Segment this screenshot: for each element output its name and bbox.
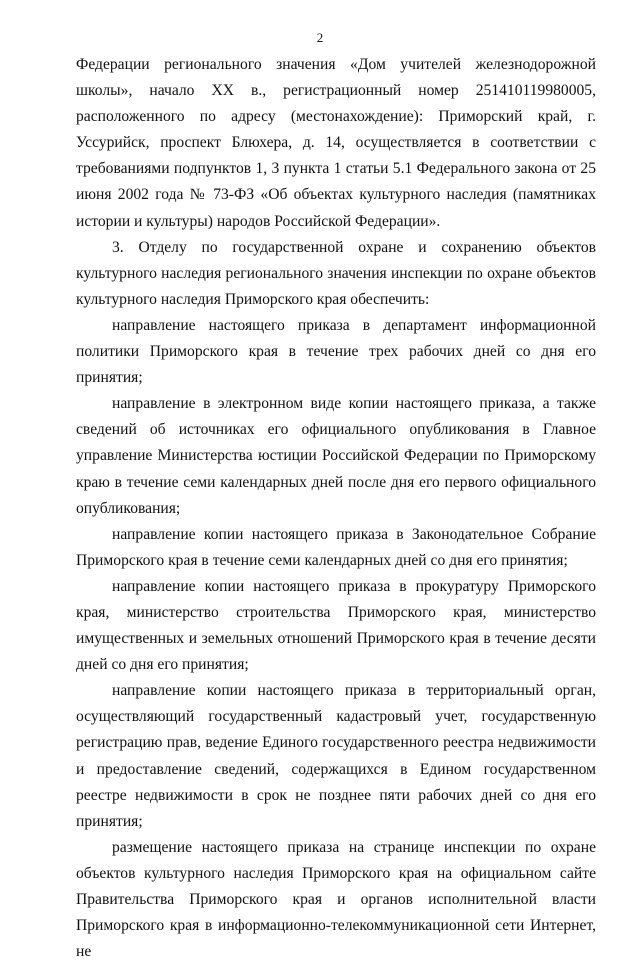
paragraph-website-publication: размещение настоящего приказа на странице инспекции по охране объектов культурного наследия Приморского края на официальном сайте Правительства Приморского края и органов исполнительной власти Приморского края в информационно-телекоммуникационной сети Интернет, не xyxy=(76,838,596,961)
paragraph-ministry-justice: направление в электронном виде копии настоящего приказа, а также сведений об источниках его официального опубликования в Главное управление Министерства юстиции Российской Федерации по Приморскому краю в течение семи календарных дней после дня его первого официального опубликования; xyxy=(76,395,596,517)
paragraph-item-3: 3. Отделу по государственной охране и сохранению объектов культурного наследия регионального значения инспекции по охране объектов культурного наследия Приморского края обеспечить: xyxy=(76,238,596,308)
paragraph-dept-info-policy: направление настоящего приказа в департамент информационной политики Приморского края в течение трех рабочих дней со дня его принятия; xyxy=(76,316,596,387)
document-body xyxy=(76,52,596,965)
paragraph-legislative-assembly: направление копии настоящего приказа в Законодательное Собрание Приморского края в течение семи календарных дней со дня его принятия; xyxy=(76,525,596,569)
paragraph-prosecutor: направление копии настоящего приказа в прокуратуру Приморского края, министерство строительства Приморского края, министерство имущественных и земельных отношений Приморского края в течение десяти дней со дня его принятия; xyxy=(76,577,596,674)
paragraph-cadastral: направление копии настоящего приказа в территориальный орган, осуществляющий государственный кадастровый учет, государственную регистрацию прав, ведение Единого государственного реестра недвижимости и предоставление сведений, содержащихся в Едином государственном реестре недвижимости в срок не позднее пяти рабочих дней со дня его принятия; xyxy=(76,682,596,830)
page-number: 2 xyxy=(316,30,324,45)
paragraph-continuation: Федерации регионального значения «Дом учителей железнодорожной школы», начало XX в., регистрационный номер 251410119980005, расположенного по адресу (местонахождение): Приморский край, г. Уссурийск, проспект Блюхера, д. 14, осуществляется в соответствии с требованиями подпунктов 1, 3 пункта 1 статьи 5.1 Федерального закона от 25 июня 2002 года № 73-ФЗ «Об объектах культурного наследия (памятниках истории и культуры) народов Российской Федерации». xyxy=(76,56,596,230)
